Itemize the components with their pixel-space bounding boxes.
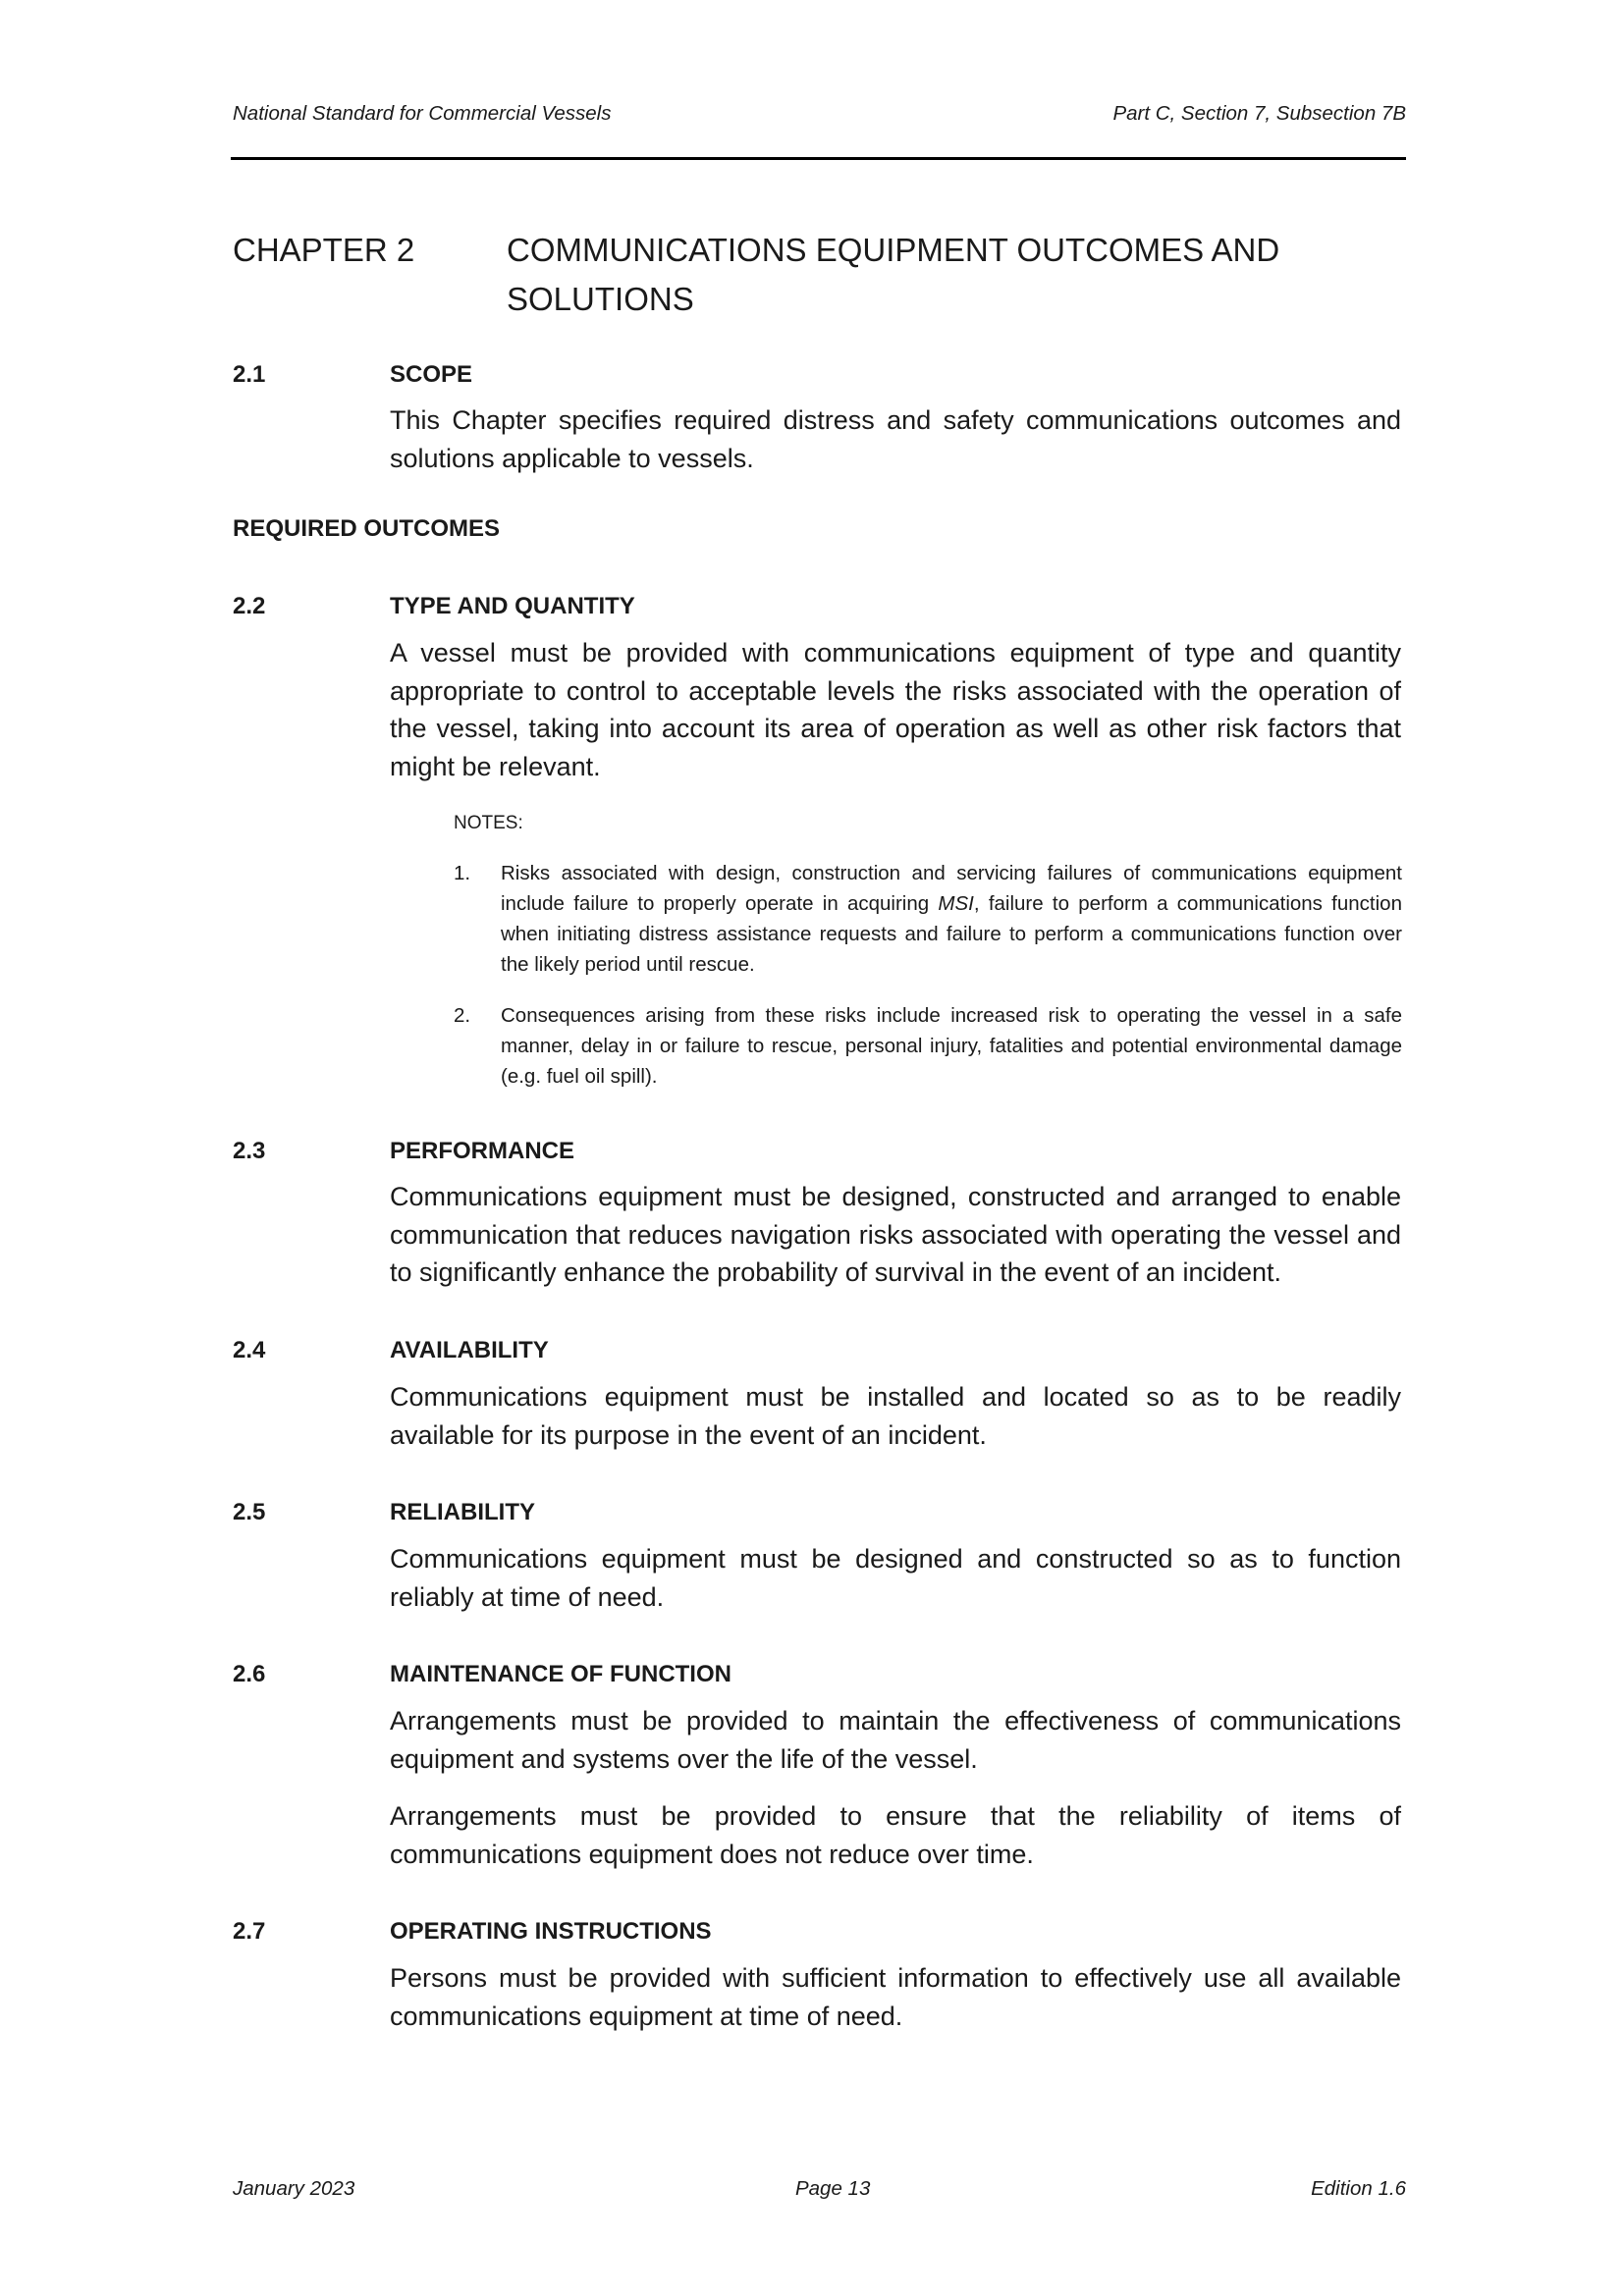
- section-text-performance: Communications equipment must be designed, constructed and arranged to enable communication that reduces navigation risks associated with operating the vessel and to significantly enhance the probability of survival in the event of an incident.: [390, 1182, 1401, 1287]
- section-text-availability: Communications equipment must be installed and located so as to be readily available for its purpose in the event of an incident.: [390, 1382, 1401, 1450]
- note-number: 2.: [454, 1004, 471, 1027]
- required-outcomes-heading: REQUIRED OUTCOMES: [233, 515, 501, 542]
- section-heading-operating-instructions: OPERATING INSTRUCTIONS: [390, 1918, 712, 1945]
- note-number: 1.: [454, 862, 471, 884]
- section-text-scope: This Chapter specifies required distress and safety communications outcomes and solutions applicable to vessels.: [390, 405, 1401, 473]
- header-left: National Standard for Commercial Vessels: [233, 102, 612, 125]
- page-header: [233, 102, 1406, 132]
- msi-term: MSI: [938, 892, 974, 915]
- footer-page: Page 13: [794, 2177, 871, 2200]
- notes-label: NOTES:: [454, 813, 523, 833]
- chapter-title: COMMUNICATIONS EQUIPMENT OUTCOMES AND SOLUTIONS: [507, 232, 1280, 317]
- footer-date: January 2023: [233, 2177, 355, 2200]
- section-heading-type-quantity: TYPE AND QUANTITY: [390, 593, 635, 619]
- section-heading-reliability: RELIABILITY: [390, 1499, 535, 1525]
- section-number: 2.5: [233, 1499, 266, 1525]
- section-text-maintenance-1: Arrangements must be provided to maintain the effectiveness of communications equipment and systems over the life of the vessel.: [390, 1706, 1401, 1774]
- section-number: 2.1: [233, 361, 266, 388]
- section-text-type-quantity: A vessel must be provided with communications equipment of type and quantity appropriate to control to acceptable levels the risks associated with the operation of the vessel, taking into account its area of operation as well as other risk factors that might be relevant.: [390, 638, 1401, 781]
- section-heading-performance: PERFORMANCE: [390, 1138, 575, 1164]
- section-number: 2.3: [233, 1138, 266, 1164]
- note-text: Consequences arising from these risks include increased risk to operating the vessel in a safe manner, delay in or failure to rescue, personal injury, fatalities and potential environmental damage (e.g. fuel oil spill).: [501, 1004, 1402, 1088]
- section-text-operating-instructions: Persons must be provided with sufficient information to effectively use all available communications equipment at time of need.: [390, 1963, 1401, 2031]
- section-heading-scope: SCOPE: [390, 361, 473, 388]
- note-text: Risks associated with design, construction and servicing failures of communications equipment include failure to properly operate in acquiring MSI, failure to perform a communications function when initiating distress assistance requests and failure to perform a communications function over the likely period until rescue.: [501, 862, 1402, 976]
- section-number: 2.2: [233, 593, 266, 619]
- page-footer: [233, 2177, 1406, 2207]
- section-heading-availability: AVAILABILITY: [390, 1337, 549, 1363]
- footer-edition: Edition 1.6: [1311, 2177, 1406, 2200]
- chapter-number: CHAPTER 2: [233, 232, 415, 268]
- header-divider: [231, 157, 1406, 160]
- header-right: Part C, Section 7, Subsection 7B: [1112, 102, 1406, 125]
- section-number: 2.4: [233, 1337, 266, 1363]
- section-text-maintenance-2: Arrangements must be provided to ensure that the reliability of items of communications equipment does not reduce over time.: [390, 1801, 1401, 1869]
- section-text-reliability: Communications equipment must be designed and constructed so as to function reliably at time of need.: [390, 1544, 1401, 1612]
- section-number: 2.6: [233, 1661, 266, 1687]
- section-number: 2.7: [233, 1918, 266, 1945]
- section-heading-maintenance: MAINTENANCE OF FUNCTION: [390, 1661, 731, 1687]
